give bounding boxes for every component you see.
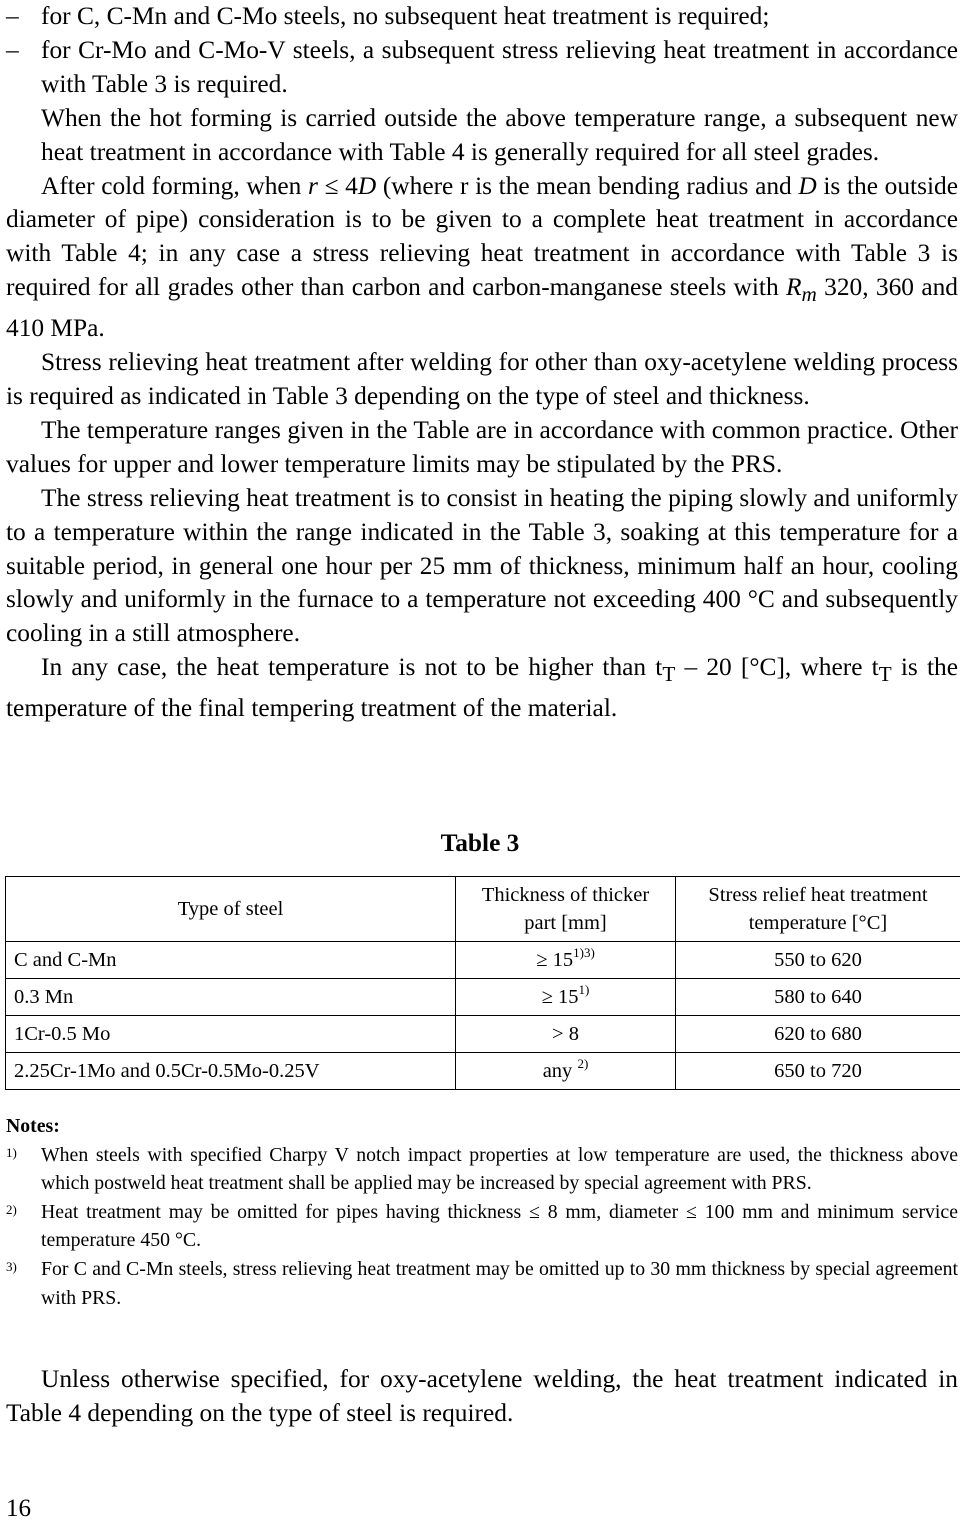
- text-run: 4: [339, 172, 358, 200]
- list-item-text: for Cr-Mo and C-Mo-V steels, a subsequent stress relieving heat treatment in accordance with Table 3 is required.: [41, 34, 958, 102]
- note-item: [6, 1198, 958, 1255]
- heat-treatment-table: [5, 876, 960, 1090]
- cell-temperature: 580 to 640: [676, 979, 960, 1016]
- note-marker: 3): [6, 1255, 41, 1312]
- paragraph-hot-forming: When the hot forming is carried outside the above temperature range, a subsequent new heat treatment in accordance with Table 4 is generally required for all steel grades.: [6, 102, 958, 170]
- cell-thickness: [456, 1053, 676, 1090]
- text-run: After cold forming, when: [41, 172, 308, 200]
- le-symbol: ≤: [325, 172, 339, 200]
- symbol-r-m: R: [786, 273, 802, 301]
- text-run: – 20 [°C], where t: [675, 653, 878, 681]
- note-marker: 2): [6, 1198, 41, 1255]
- note-text: Heat treatment may be omitted for pipes having thickness ≤ 8 mm, diameter ≤ 100 mm and minimum service temperature 450 °C.: [41, 1198, 958, 1255]
- header-type-of-steel: Type of steel: [6, 877, 456, 942]
- cell-steel: C and C-Mn: [6, 942, 456, 979]
- note-text: For C and C-Mn steels, stress relieving heat treatment may be omitted up to 30 mm thickness by special agreement with PRS.: [41, 1255, 958, 1312]
- paragraph-max-temperature: [6, 651, 958, 726]
- thickness-value: > 8: [552, 1023, 579, 1045]
- notes-title: Notes:: [6, 1112, 958, 1141]
- table-row: [6, 979, 960, 1016]
- cell-thickness: [456, 942, 676, 979]
- body-text: [6, 0, 958, 726]
- table-row: [6, 1016, 960, 1053]
- text-run: is the outside diameter of pipe) consideration is to be given to a complete heat treatment in accordance with Table 4; in any case a stress relieving heat treatment in accordance with Table 3 is required for all grades other than carbon and carbon-manganese steels with: [6, 172, 958, 302]
- note-item: [6, 1141, 958, 1198]
- note-text: When steels with specified Charpy V notch impact properties at low temperature are used, the thickness above which postweld heat treatment shall be applied may be increased by special agreement with PRS.: [41, 1141, 958, 1198]
- list-item-text: for C, C-Mn and C-Mo steels, no subsequent heat treatment is required;: [41, 0, 958, 34]
- footnote-ref: 2): [577, 1056, 588, 1071]
- cell-steel: 1Cr-0.5 Mo: [6, 1016, 456, 1053]
- subscript-t: T: [662, 662, 675, 686]
- thickness-value: any: [543, 1060, 573, 1082]
- table-header-row: [6, 877, 960, 942]
- thickness-value: ≥ 15: [542, 986, 579, 1008]
- paragraph-stress-relieving: Stress relieving heat treatment after welding for other than oxy-acetylene welding process is required as indicated in Table 3 depending on the type of steel and thickness.: [6, 346, 958, 414]
- cell-thickness: [456, 1016, 676, 1053]
- paragraph-temperature-ranges: The temperature ranges given in the Table are in accordance with common practice. Other values for upper and lower temperature limits may be stipulated by the PRS.: [6, 414, 958, 482]
- symbol-r: r: [308, 172, 318, 200]
- table-row: [6, 942, 960, 979]
- note-marker: 1): [6, 1141, 41, 1198]
- table-row: [6, 1053, 960, 1090]
- cell-steel: 0.3 Mn: [6, 979, 456, 1016]
- list-item: [6, 0, 958, 34]
- note-item: [6, 1255, 958, 1312]
- page-number: 16: [6, 1494, 31, 1524]
- list-item: [6, 34, 958, 102]
- paragraph-cold-forming: [6, 170, 958, 347]
- subscript-t: T: [879, 662, 892, 686]
- cell-thickness: [456, 979, 676, 1016]
- header-temperature: Stress relief heat treatment temperature [°C]: [676, 877, 960, 942]
- cell-steel: 2.25Cr-1Mo and 0.5Cr-0.5Mo-0.25V: [6, 1053, 456, 1090]
- symbol-d: D: [798, 172, 816, 200]
- symbol-d: D: [358, 172, 376, 200]
- text-run: (where r is the mean bending radius and: [376, 172, 798, 200]
- text-run: 320, 360 and 410 MPa.: [6, 273, 958, 342]
- cell-temperature: 550 to 620: [676, 942, 960, 979]
- dash-bullet-icon: –: [6, 34, 41, 102]
- footnote-ref: 1): [579, 982, 590, 997]
- thickness-value: ≥ 15: [536, 949, 573, 971]
- notes-section: [6, 1112, 958, 1312]
- cell-temperature: 650 to 720: [676, 1053, 960, 1090]
- subscript-m: m: [802, 282, 817, 306]
- cell-temperature: 620 to 680: [676, 1016, 960, 1053]
- paragraph-heat-treatment-procedure: The stress relieving heat treatment is to consist in heating the piping slowly and uniformly to a temperature within the range indicated in the Table 3, soaking at this temperature for a suitable period, in general one hour per 25 mm of thickness, minimum half an hour, cooling slowly and uniformly in the furnace to a temperature not exceeding 400 °C and subsequently cooling in a still atmosphere.: [6, 482, 958, 652]
- closing-paragraph: Unless otherwise specified, for oxy-acetylene welding, the heat treatment indicated in Table 4 depending on the type of steel is required.: [6, 1362, 958, 1430]
- header-thickness: Thickness of thicker part [mm]: [456, 877, 676, 942]
- footnote-ref: 1)3): [573, 945, 595, 960]
- text-run: is the temperature of the final tempering treatment of the material.: [6, 653, 958, 722]
- text-run: In any case, the heat temperature is not to be higher than t: [41, 653, 662, 681]
- dash-bullet-icon: –: [6, 0, 41, 34]
- table-title: Table 3: [0, 826, 960, 860]
